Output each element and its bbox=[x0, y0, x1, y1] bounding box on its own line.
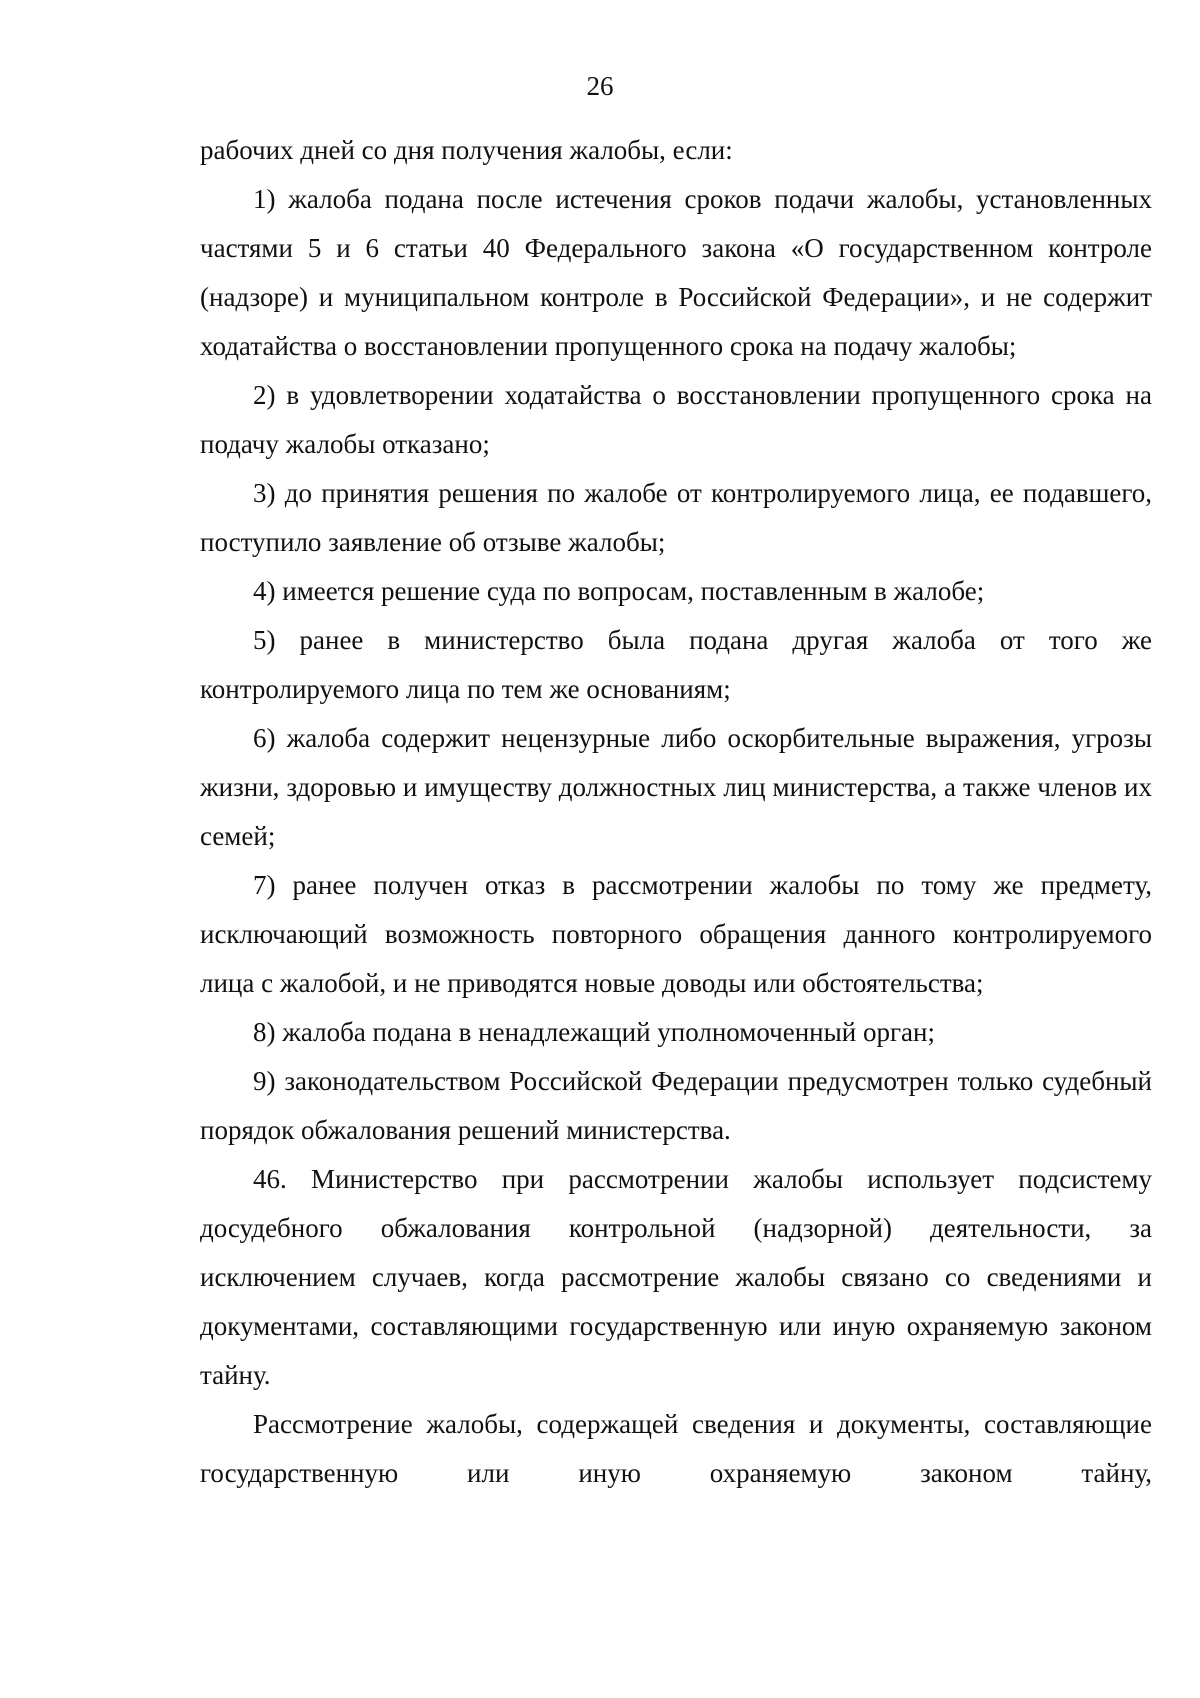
paragraph-continuation: рабочих дней со дня получения жалобы, если: bbox=[200, 135, 733, 165]
paragraph-46: 46. Министерство при рассмотрении жалобы использует подсистему досудебного обжалования контрольной (надзорной) деятельности, за исключением случаев, когда рассмотрение жалобы связано со сведениями и документами, составляющими государственную или иную охраняемую законом тайну. bbox=[200, 1164, 1152, 1390]
list-item-5: 5) ранее в министерство была подана другая жалоба от того же контролируемого лица по тем же основаниям; bbox=[200, 625, 1152, 704]
list-item-7: 7) ранее получен отказ в рассмотрении жалобы по тому же предмету, исключающий возможность повторного обращения данного контролируемого лица с жалобой, и не приводятся новые доводы или обстоятельства; bbox=[200, 870, 1152, 998]
list-item-4: 4) имеется решение суда по вопросам, поставленным в жалобе; bbox=[253, 576, 985, 606]
page-number: 26 bbox=[586, 71, 614, 101]
paragraph-secret-review: Рассмотрение жалобы, содержащей сведения и документы, составляющие государственную или иную охраняемую законом тайну, bbox=[200, 1409, 1152, 1488]
list-item-8: 8) жалоба подана в ненадлежащий уполномоченный орган; bbox=[253, 1017, 935, 1047]
list-item-6: 6) жалоба содержит нецензурные либо оскорбительные выражения, угрозы жизни, здоровью и имуществу должностных лиц министерства, а также членов их семей; bbox=[200, 723, 1152, 851]
list-item-9: 9) законодательством Российской Федерации предусмотрен только судебный порядок обжалования решений министерства. bbox=[200, 1066, 1152, 1145]
list-item-3: 3) до принятия решения по жалобе от контролируемого лица, ее подавшего, поступило заявление об отзыве жалобы; bbox=[200, 478, 1152, 557]
document-body bbox=[200, 126, 1152, 1498]
list-item-2: 2) в удовлетворении ходатайства о восстановлении пропущенного срока на подачу жалобы отказано; bbox=[200, 380, 1152, 459]
list-item-1: 1) жалоба подана после истечения сроков подачи жалобы, установленных частями 5 и 6 статьи 40 Федерального закона «О государственном контроле (надзоре) и муниципальном контроле в Российской Федерации», и не содержит ходатайства о восстановлении пропущенного срока на подачу жалобы; bbox=[200, 184, 1152, 361]
